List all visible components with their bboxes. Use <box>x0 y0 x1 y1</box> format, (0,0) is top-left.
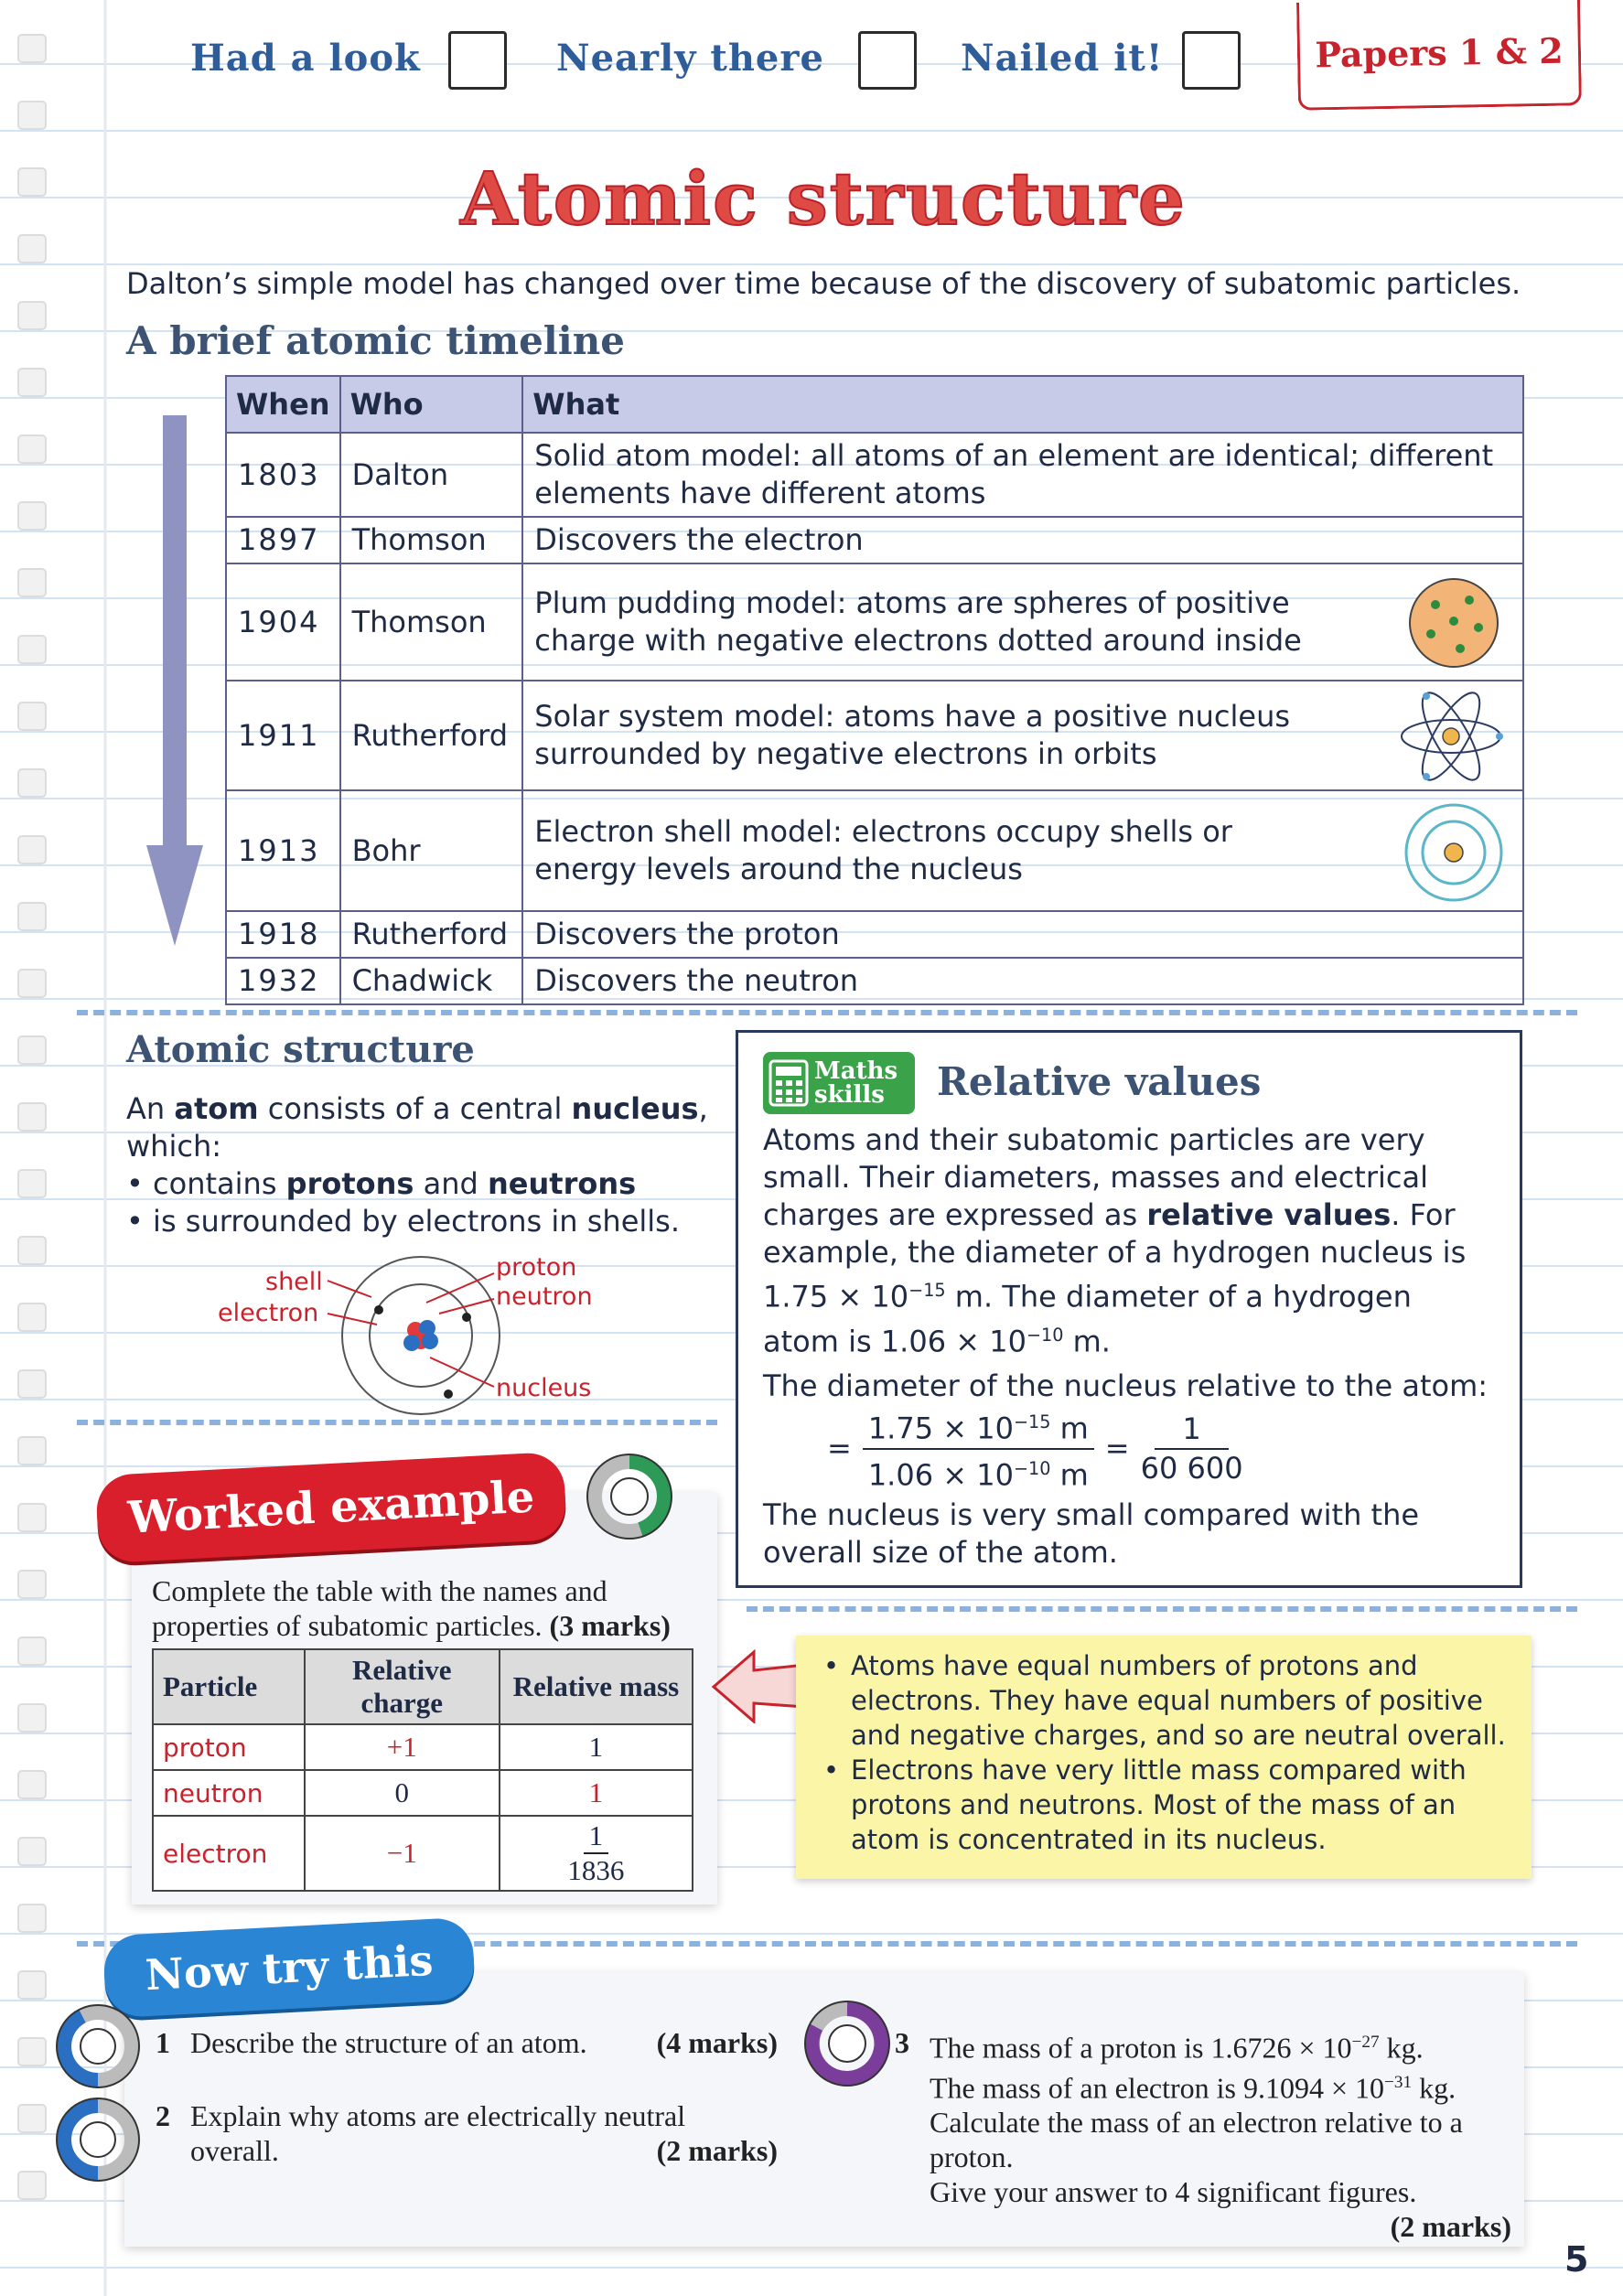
bold-term-protons: protons <box>285 1166 414 1201</box>
row-when: 1913 <box>226 790 340 911</box>
text-segment: m <box>1050 1411 1089 1446</box>
text-segment: 1.75 × 10 <box>867 1411 1014 1446</box>
exponent: −15 <box>908 1280 946 1301</box>
relative-charge: −1 <box>305 1816 500 1891</box>
relative-charge: +1 <box>305 1724 500 1770</box>
row-when: 1897 <box>226 517 340 563</box>
row-who: Bohr <box>340 790 523 911</box>
fraction-numerator: 1 <box>584 1819 609 1854</box>
particle-name: neutron <box>153 1770 305 1816</box>
text-segment: kg. <box>1412 2071 1456 2105</box>
fraction-denominator: 60 600 <box>1140 1450 1243 1486</box>
timeline-heading: A brief atomic timeline <box>126 318 625 363</box>
section-divider <box>77 1420 717 1425</box>
relative-charge: 0 <box>305 1770 500 1816</box>
text-segment: and <box>414 1166 488 1201</box>
row-who: Dalton <box>340 433 523 517</box>
fraction-denominator: 1836 <box>567 1854 625 1886</box>
row-what: Discovers the electron <box>522 517 1523 563</box>
text-segment: , which: <box>126 1091 708 1164</box>
question-line: Calculate the mass of an electron relative to a proton. <box>930 2106 1463 2174</box>
row-who: Rutherford <box>340 911 523 958</box>
shell-model-icon <box>1403 802 1504 903</box>
row-when: 1918 <box>226 911 340 958</box>
now-try-this-banner: Now try this <box>102 1916 476 2018</box>
bullet-item <box>823 1753 1510 1857</box>
relative-mass: 1 <box>500 1724 693 1770</box>
question-text <box>930 2025 1511 2244</box>
text-segment: 1.06 × 10 <box>867 1457 1014 1493</box>
timeline-table-wrapper <box>225 375 1524 1005</box>
relative-diameter-equation <box>827 1403 1243 1494</box>
badge-text <box>814 1059 897 1107</box>
question-text: Complete the table with the names and properties of subatomic particles. <box>152 1574 607 1642</box>
question-number: 1 <box>156 2026 170 2059</box>
marks-label: (2 marks) <box>656 2134 778 2167</box>
row-what: Discovers the neutron <box>522 958 1523 1004</box>
maths-skills-badge <box>763 1052 915 1114</box>
table-row <box>226 790 1523 911</box>
table-row <box>153 1724 693 1770</box>
text-segment: . For example, the diameter of a hydrogen nucleus is <box>763 1197 1467 1270</box>
exponent: −10 <box>1013 1457 1051 1479</box>
label-electron: electron <box>218 1299 319 1327</box>
question-line: Give your answer to 4 significant figures. <box>930 2175 1417 2209</box>
text-segment: contains <box>153 1166 286 1201</box>
nailed-it-checkbox[interactable] <box>1182 31 1241 90</box>
row-what-cell <box>522 563 1523 681</box>
text-segment: is surrounded by electrons in shells. <box>153 1204 680 1239</box>
label-nucleus: nucleus <box>496 1374 592 1402</box>
row-who: Chadwick <box>340 958 523 1004</box>
text-segment: m. <box>1063 1324 1111 1359</box>
bullet-dot: • <box>823 1754 840 1786</box>
text-segment: Atoms and their subatomic particles are very small. Their diameters, masses and electrical charges are expressed as <box>763 1122 1428 1232</box>
row-who: Thomson <box>340 517 523 563</box>
question-number: 3 <box>895 2026 909 2059</box>
equals-sign: = <box>827 1431 852 1466</box>
column-header-when: When <box>226 376 340 433</box>
column-header-relative-mass: Relative mass <box>500 1649 693 1724</box>
bullet-item: • contains protons and neutrons <box>126 1166 637 1201</box>
row-when: 1932 <box>226 958 340 1004</box>
text-segment: The mass of an electron is 9.1094 × 10 <box>930 2071 1385 2105</box>
row-what: Plum pudding model: atoms are spheres of positive charge with negative electrons dotted around inside <box>534 585 1302 658</box>
section-divider <box>77 1010 1577 1015</box>
text-segment: The diameter of the nucleus relative to the atom: <box>763 1368 1489 1404</box>
row-what: Discovers the proton <box>522 911 1523 958</box>
column-header-relative-charge: Relative charge <box>305 1649 500 1724</box>
plum-pudding-model-icon <box>1403 577 1504 669</box>
page-number: 5 <box>1564 2239 1589 2280</box>
rating-label-had-a-look: Had a look <box>190 37 421 80</box>
label-neutron: neutron <box>496 1282 593 1311</box>
exponent: −31 <box>1384 2072 1413 2092</box>
difficulty-dial-icon <box>55 2097 141 2183</box>
particle-name: proton <box>153 1724 305 1770</box>
question-line <box>930 2065 1511 2106</box>
label-shell: shell <box>265 1268 323 1296</box>
question-3 <box>895 2025 1511 2244</box>
column-header-particle: Particle <box>153 1649 305 1724</box>
particles-header-row <box>153 1649 693 1724</box>
question-text: Explain why atoms are electrically neutral overall. <box>190 2099 686 2167</box>
relative-mass-cell <box>500 1816 693 1891</box>
fraction-numerator: 1 <box>1155 1411 1228 1450</box>
bullet-item <box>823 1648 1510 1753</box>
papers-tab: Papers 1 & 2 <box>1296 0 1582 111</box>
relative-mass-fraction <box>567 1819 624 1887</box>
atomic-structure-text <box>126 1090 712 1240</box>
marks-label: (4 marks) <box>656 2026 778 2059</box>
question-text: Describe the structure of an atom. <box>190 2026 587 2059</box>
equals-sign: = <box>1104 1431 1130 1466</box>
diagram-leader-lines <box>210 1262 512 1400</box>
column-header-who: Who <box>340 376 523 433</box>
table-row <box>226 433 1523 517</box>
particle-name: electron <box>153 1816 305 1891</box>
bold-term-relative-values: relative values <box>1146 1197 1392 1232</box>
table-row <box>226 958 1523 1004</box>
table-row <box>226 681 1523 790</box>
key-points-note <box>796 1636 1532 1879</box>
relative-values-text <box>763 1121 1495 1405</box>
text-segment: The mass of a proton is 1.6726 × 10 <box>930 2031 1352 2065</box>
badge-line: skills <box>814 1081 885 1109</box>
row-what-cell <box>522 790 1523 911</box>
text-segment: An <box>126 1091 175 1126</box>
worked-example-banner: Worked example <box>95 1452 567 1564</box>
difficulty-dial-icon <box>803 2000 891 2087</box>
table-row <box>153 1770 693 1816</box>
text-segment: atom is <box>763 1324 881 1359</box>
fraction-diameters <box>863 1403 1094 1494</box>
timeline-header-row <box>226 376 1523 433</box>
timeline-arrow-icon <box>145 415 209 948</box>
label-proton: proton <box>496 1253 577 1282</box>
bullet-dot: • <box>823 1650 840 1681</box>
relative-values-heading: Relative values <box>937 1059 1262 1104</box>
marks-label: (2 marks) <box>1390 2210 1511 2244</box>
row-what: Solar system model: atoms have a positive nucleus surrounded by negative electrons in orbits <box>534 699 1291 771</box>
difficulty-dial-icon <box>586 1453 673 1540</box>
question-number: 2 <box>156 2099 170 2132</box>
text-segment: m <box>1050 1457 1089 1493</box>
exponent: −27 <box>1351 2033 1380 2052</box>
calculator-icon <box>769 1059 809 1107</box>
note-text: Electrons have very little mass compared with protons and neutrons. Most of the mass of an atom is concentrated in its nucleus. <box>851 1754 1467 1855</box>
bullet-item: • is surrounded by electrons in shells. <box>126 1204 680 1239</box>
bold-term-nucleus: nucleus <box>571 1091 699 1126</box>
fraction-denominator <box>868 1450 1089 1495</box>
rating-label-nailed-it: Nailed it! <box>961 37 1164 80</box>
rating-label-nearly-there: Nearly there <box>556 37 824 80</box>
had-a-look-checkbox[interactable] <box>448 31 507 90</box>
nucleus-diameter-value: 1.75 × 10 <box>763 1279 909 1314</box>
atomic-structure-heading: Atomic structure <box>126 1028 475 1071</box>
timeline-table <box>225 375 1524 1005</box>
exponent: −10 <box>1026 1324 1064 1346</box>
text-segment: m. The diameter of a hydrogen <box>945 1279 1412 1314</box>
relative-mass: 1 <box>500 1770 693 1816</box>
column-header-what: What <box>522 376 1523 433</box>
row-who: Rutherford <box>340 681 523 790</box>
row-what: Solid atom model: all atoms of an element are identical; different elements have different atoms <box>522 433 1523 517</box>
text-segment: consists of a central <box>258 1091 572 1126</box>
note-text: Atoms have equal numbers of protons and electrons. They have equal numbers of positive and negative charges, and so are neutral overall. <box>851 1650 1506 1751</box>
bold-term-neutrons: neutrons <box>488 1166 637 1201</box>
difficulty-dial-icon <box>55 2003 141 2089</box>
row-who: Thomson <box>340 563 523 681</box>
badge-line: Maths <box>814 1057 898 1085</box>
row-when: 1803 <box>226 433 340 517</box>
fraction-result <box>1141 1411 1243 1487</box>
bold-term-atom: atom <box>174 1091 259 1126</box>
row-what: Electron shell model: electrons occupy shells or energy levels around the nucleus <box>534 814 1232 886</box>
question-2 <box>156 2098 778 2168</box>
intro-text: Dalton’s simple model has changed over time because of the discovery of subatomic particles. <box>126 266 1521 301</box>
particles-table <box>152 1648 693 1892</box>
question-1 <box>156 2025 778 2060</box>
table-row <box>226 563 1523 681</box>
table-row <box>226 911 1523 958</box>
row-when: 1911 <box>226 681 340 790</box>
exponent: −15 <box>1013 1411 1051 1432</box>
table-row <box>226 517 1523 563</box>
marks-label: (3 marks) <box>549 1609 671 1642</box>
worked-example-question <box>152 1573 701 1643</box>
relative-values-conclusion: The nucleus is very small compared with the overall size of the atom. <box>763 1497 1420 1570</box>
page-title: Atomic structure <box>460 156 1187 241</box>
table-row <box>153 1816 693 1891</box>
row-when: 1904 <box>226 563 340 681</box>
atom-diameter-value: 1.06 × 10 <box>880 1324 1026 1359</box>
question-line <box>930 2025 1511 2065</box>
text-segment: kg. <box>1379 2031 1424 2065</box>
fraction-numerator <box>863 1403 1094 1450</box>
row-what-cell <box>522 681 1523 790</box>
section-divider <box>747 1606 1577 1612</box>
nearly-there-checkbox[interactable] <box>858 31 917 90</box>
solar-system-model-icon <box>1398 689 1504 784</box>
